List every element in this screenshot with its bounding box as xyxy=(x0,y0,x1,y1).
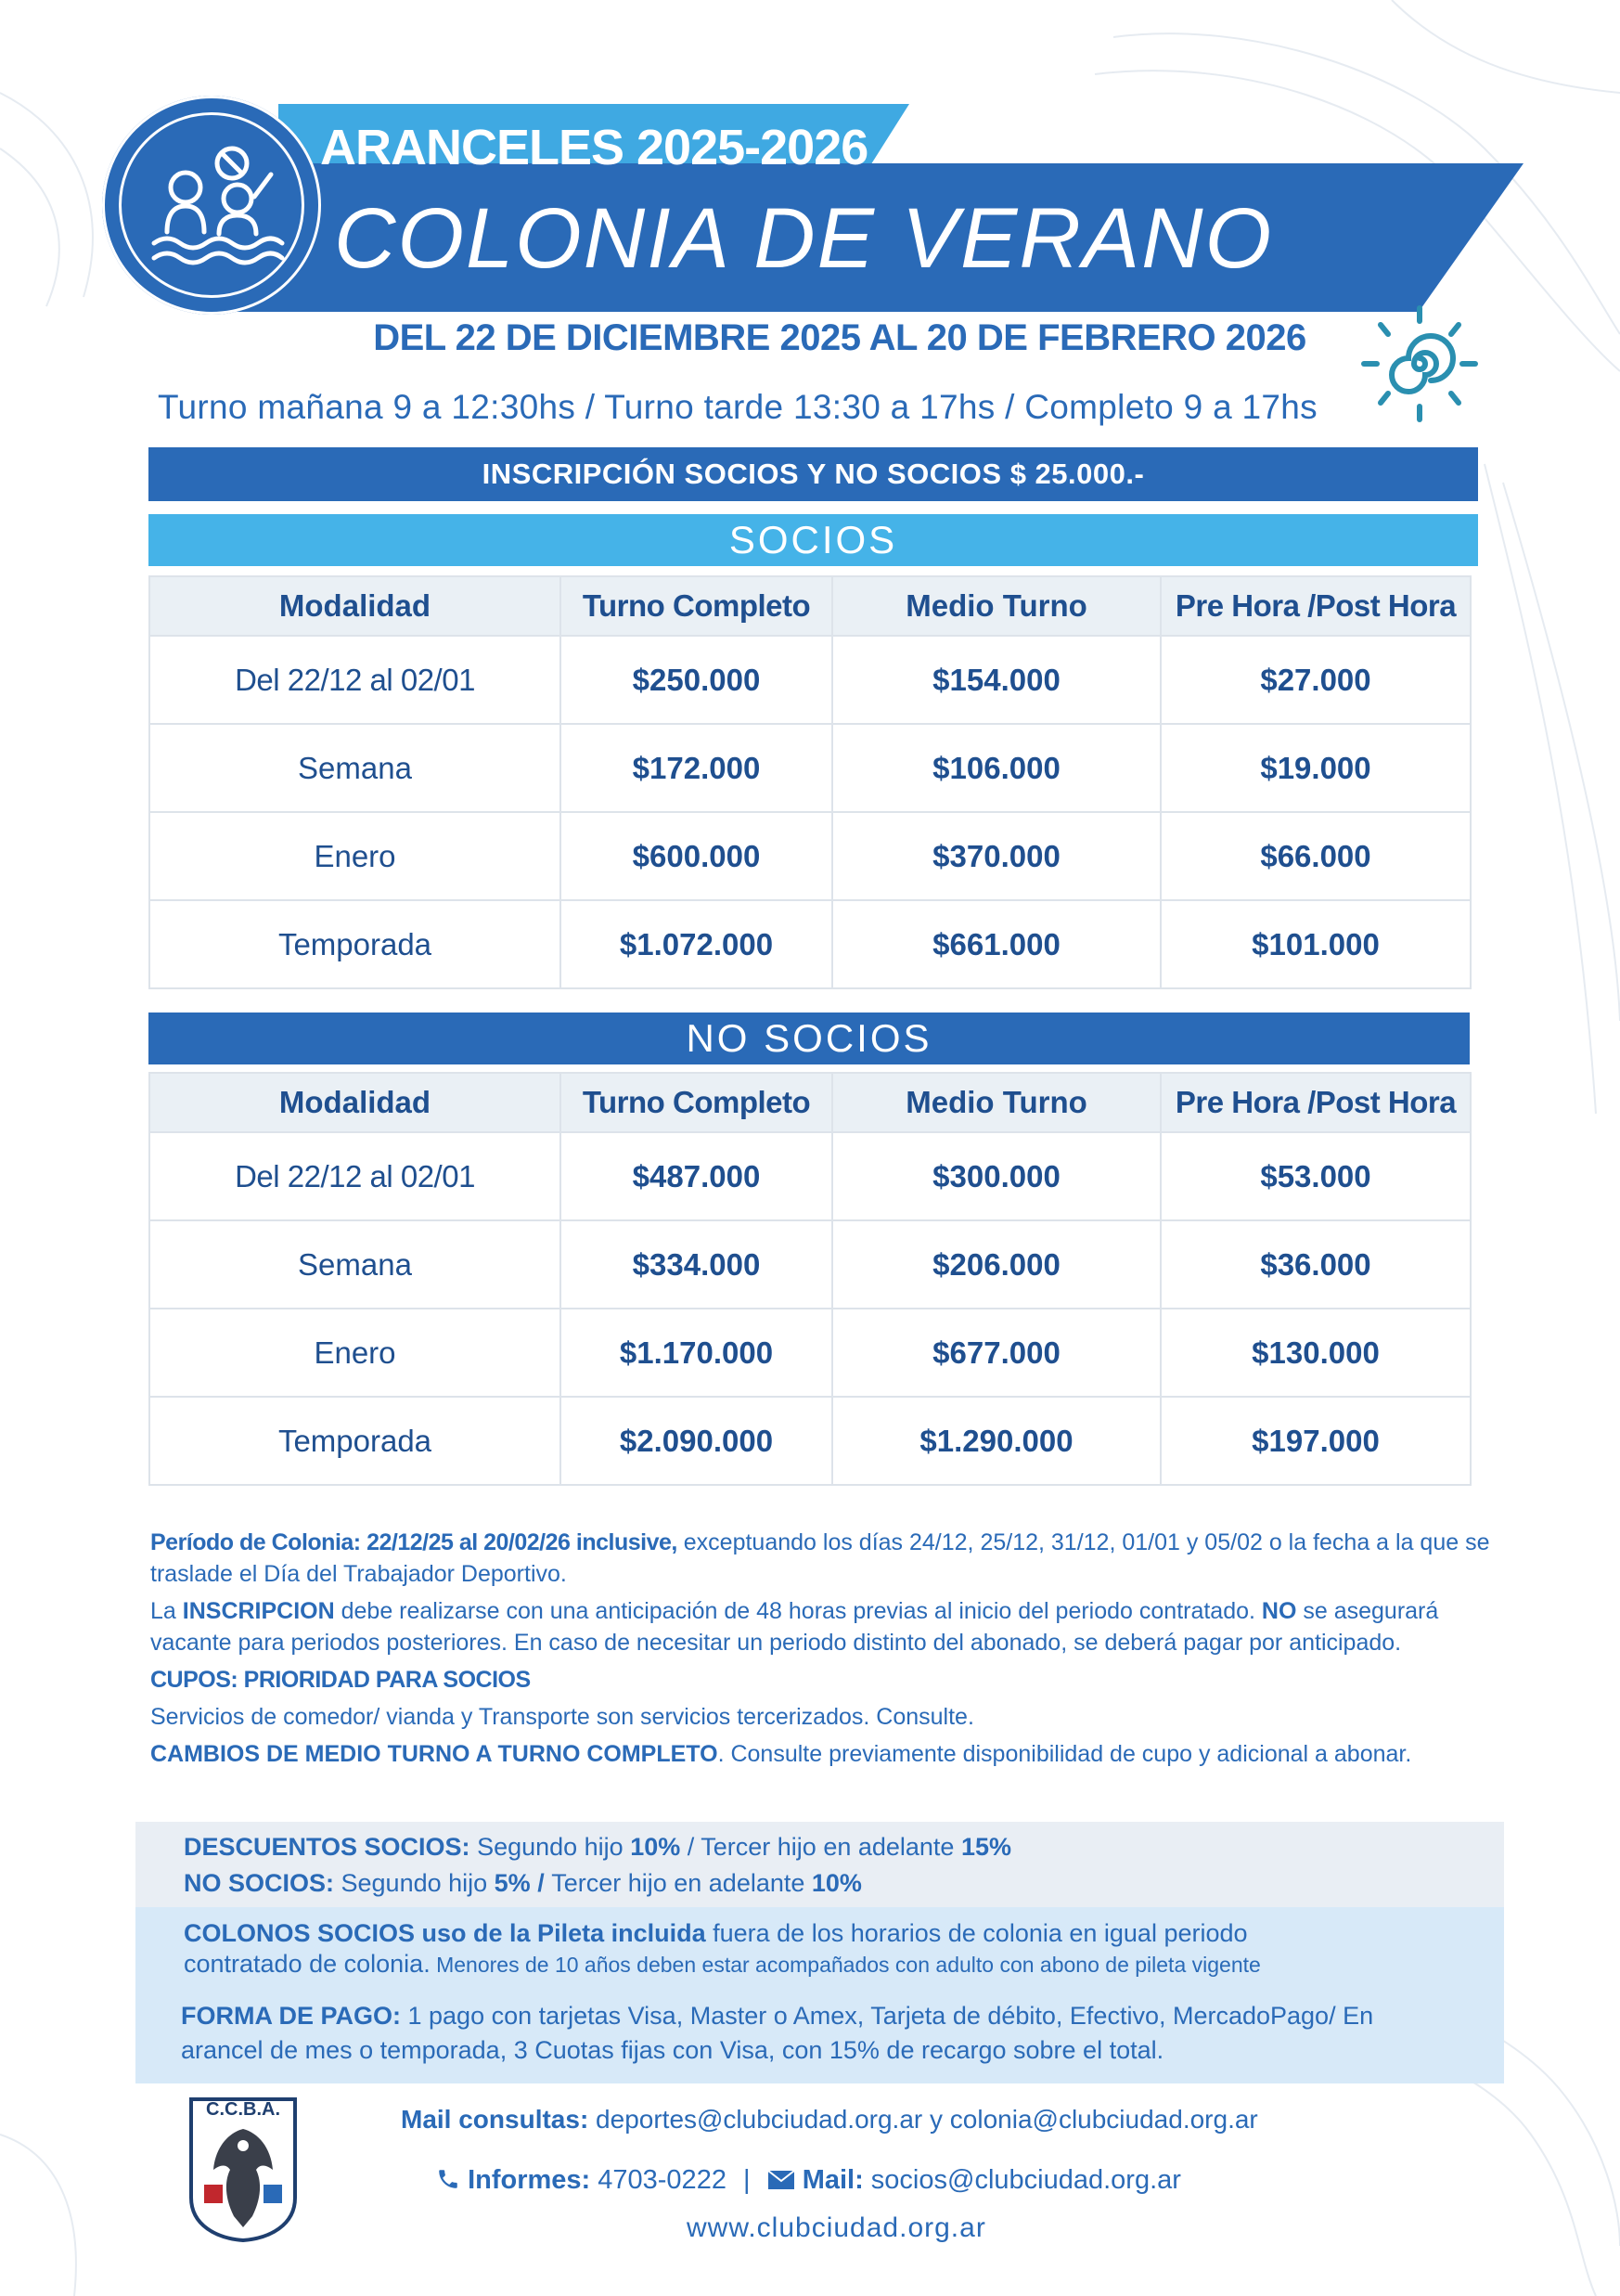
footer-separator: | xyxy=(743,2165,751,2195)
footer-mail-consultas xyxy=(401,2105,1258,2135)
discount-value: 10% xyxy=(811,1869,862,1897)
socios-table xyxy=(148,575,1472,989)
schedule-text: Turno mañana 9 a 12:30hs / Turno tarde 13:30 a 17hs / Completo 9 a 17hs xyxy=(158,388,1318,426)
table-header-row xyxy=(149,1073,1471,1132)
table-row xyxy=(149,1309,1471,1397)
title-aranceles: ARANCELES 2025-2026 xyxy=(320,120,868,175)
footer-email-link[interactable]: deportes@clubciudad.org.ar y colonia@clubciudad.org.ar xyxy=(588,2105,1258,2134)
column-header: Turno Completo xyxy=(560,576,832,636)
price-cell: $1.072.000 xyxy=(560,900,832,988)
price-cell: $101.000 xyxy=(1161,900,1471,988)
price-cell: $53.000 xyxy=(1161,1132,1471,1220)
discount-socios-line xyxy=(184,1833,1011,1862)
column-header: Turno Completo xyxy=(560,1073,832,1132)
modalidad-cell: Del 22/12 al 02/01 xyxy=(149,1132,560,1220)
column-header: Modalidad xyxy=(149,576,560,636)
modalidad-cell: Temporada xyxy=(149,1397,560,1485)
note-inscripcion xyxy=(150,1595,1505,1658)
column-header: Pre Hora /Post Hora xyxy=(1161,1073,1471,1132)
price-cell: $66.000 xyxy=(1161,812,1471,900)
discount-no-socios-line xyxy=(184,1869,862,1898)
discount-label: DESCUENTOS SOCIOS: xyxy=(184,1833,470,1861)
price-cell: $600.000 xyxy=(560,812,832,900)
price-cell: $197.000 xyxy=(1161,1397,1471,1485)
discount-text: Segundo hijo xyxy=(334,1869,495,1897)
sun-icon xyxy=(1355,299,1485,429)
note-text: La xyxy=(150,1598,183,1624)
price-cell: $172.000 xyxy=(560,724,832,812)
discount-value: 10% xyxy=(630,1833,681,1861)
footer-label: Informes: xyxy=(468,2165,591,2195)
title-colonia-de-verano: COLONIA DE VERANO xyxy=(334,191,1274,286)
column-header: Medio Turno xyxy=(832,1073,1161,1132)
table-row xyxy=(149,636,1471,724)
note-bold: INSCRIPCION xyxy=(182,1598,335,1624)
price-cell: $370.000 xyxy=(832,812,1161,900)
pago-line-2: arancel de mes o temporada, 3 Cuotas fijas con Visa, con 15% de recargo sobre el total. xyxy=(181,2036,1164,2064)
discount-text: / Tercer hijo en adelante xyxy=(680,1833,961,1861)
pileta-line-1 xyxy=(184,1919,1248,1948)
pago-text: 1 pago con tarjetas Visa, Master o Amex, Tarjeta de débito, Efectivo, MercadoPago/ En xyxy=(401,2002,1374,2030)
price-cell: $334.000 xyxy=(560,1220,832,1309)
note-periodo-text: exceptuando los días 24/12, 25/12, 31/12, 01/01 y 05/02 o la fecha a la que se traslade el Día del Trabajador Deportivo. xyxy=(150,1529,1490,1587)
footer-email-link[interactable]: socios@clubciudad.org.ar xyxy=(863,2165,1181,2195)
no-socios-table xyxy=(148,1072,1472,1486)
pileta-bold: COLONOS SOCIOS uso de la Pileta incluida xyxy=(184,1919,706,1947)
discount-label: NO SOCIOS: xyxy=(184,1869,335,1897)
note-cupos: CUPOS: PRIORIDAD PARA SOCIOS xyxy=(150,1667,531,1693)
modalidad-cell: Enero xyxy=(149,812,560,900)
price-cell: $206.000 xyxy=(832,1220,1161,1309)
price-cell: $1.290.000 xyxy=(832,1397,1161,1485)
price-cell: $154.000 xyxy=(832,636,1161,724)
footer-label: Mail: xyxy=(802,2165,864,2195)
price-cell: $2.090.000 xyxy=(560,1397,832,1485)
column-header: Pre Hora /Post Hora xyxy=(1161,576,1471,636)
note-bold: NO xyxy=(1261,1598,1297,1624)
table-row xyxy=(149,1397,1471,1485)
price-cell: $661.000 xyxy=(832,900,1161,988)
note-text: debe realizarse con una anticipación de 48 horas previas al inicio del periodo contratado. xyxy=(334,1598,1262,1624)
table-row xyxy=(149,900,1471,988)
price-cell: $36.000 xyxy=(1161,1220,1471,1309)
column-header: Modalidad xyxy=(149,1073,560,1132)
pileta-text: contratado de colonia. xyxy=(184,1950,431,1978)
note-periodo-bold: Período de Colonia: 22/12/25 al 20/02/26 inclusive, xyxy=(150,1529,677,1555)
price-cell: $130.000 xyxy=(1161,1309,1471,1397)
pileta-text: fuera de los horarios de colonia en igual periodo xyxy=(705,1919,1248,1947)
pileta-small-text: Menores de 10 años deben estar acompañados con adulto con abono de pileta vigente xyxy=(430,1953,1261,1977)
price-cell: $487.000 xyxy=(560,1132,832,1220)
swimmers-icon xyxy=(147,141,286,271)
column-header: Medio Turno xyxy=(832,576,1161,636)
table-row xyxy=(149,1132,1471,1220)
modalidad-cell: Semana xyxy=(149,724,560,812)
pago-label: FORMA DE PAGO: xyxy=(181,2002,401,2030)
footer-phone[interactable]: 4703-0222 xyxy=(590,2165,726,2195)
dates-heading: DEL 22 DE DICIEMBRE 2025 AL 20 DE FEBRERO 2026 xyxy=(373,317,1306,358)
discount-value: 15% xyxy=(960,1833,1011,1861)
discount-value: 5% xyxy=(494,1869,531,1897)
note-servicios: Servicios de comedor/ vianda y Transporte son servicios tercerizados. Consulte. xyxy=(150,1704,974,1730)
footer-informes-line xyxy=(436,2165,1181,2196)
modalidad-cell: Del 22/12 al 02/01 xyxy=(149,636,560,724)
footer-label: Mail consultas: xyxy=(401,2105,589,2134)
price-cell: $300.000 xyxy=(832,1132,1161,1220)
price-cell: $106.000 xyxy=(832,724,1161,812)
note-cambios xyxy=(150,1738,1505,1770)
club-crest-label: C.C.B.A. xyxy=(206,2099,280,2120)
note-text: . Consulte previamente disponibilidad de cupo y adicional a abonar. xyxy=(717,1741,1412,1767)
no-socios-title-bar: NO SOCIOS xyxy=(148,1013,1470,1064)
note-bold: CAMBIOS DE MEDIO TURNO A TURNO COMPLETO xyxy=(150,1741,718,1767)
modalidad-cell: Semana xyxy=(149,1220,560,1309)
price-cell: $250.000 xyxy=(560,636,832,724)
note-text: se asegurará vacante para periodos posteriores. En caso de necesitar un periodo distinto del abonado, se deberá pagar por anticipado. xyxy=(150,1598,1439,1656)
discount-separator: / xyxy=(530,1869,552,1897)
pileta-line-2 xyxy=(184,1950,1261,1979)
modalidad-cell: Temporada xyxy=(149,900,560,988)
price-cell: $677.000 xyxy=(832,1309,1161,1397)
envelope-icon xyxy=(767,2170,795,2190)
inscripcion-bar: INSCRIPCIÓN SOCIOS Y NO SOCIOS $ 25.000.- xyxy=(148,447,1478,501)
note-periodo xyxy=(150,1527,1505,1590)
socios-title-bar: SOCIOS xyxy=(148,514,1478,566)
modalidad-cell: Enero xyxy=(149,1309,560,1397)
price-cell: $1.170.000 xyxy=(560,1309,832,1397)
discount-text: Tercer hijo en adelante xyxy=(551,1869,812,1897)
discount-text: Segundo hijo xyxy=(469,1833,631,1861)
price-cell: $19.000 xyxy=(1161,724,1471,812)
pago-line-1 xyxy=(181,2002,1373,2031)
table-row xyxy=(149,724,1471,812)
table-row xyxy=(149,1220,1471,1309)
table-row xyxy=(149,812,1471,900)
footer-website-link[interactable]: www.clubciudad.org.ar xyxy=(687,2212,986,2243)
notes-section xyxy=(150,1527,1505,1775)
price-cell: $27.000 xyxy=(1161,636,1471,724)
table-header-row xyxy=(149,576,1471,636)
phone-icon xyxy=(436,2167,460,2191)
